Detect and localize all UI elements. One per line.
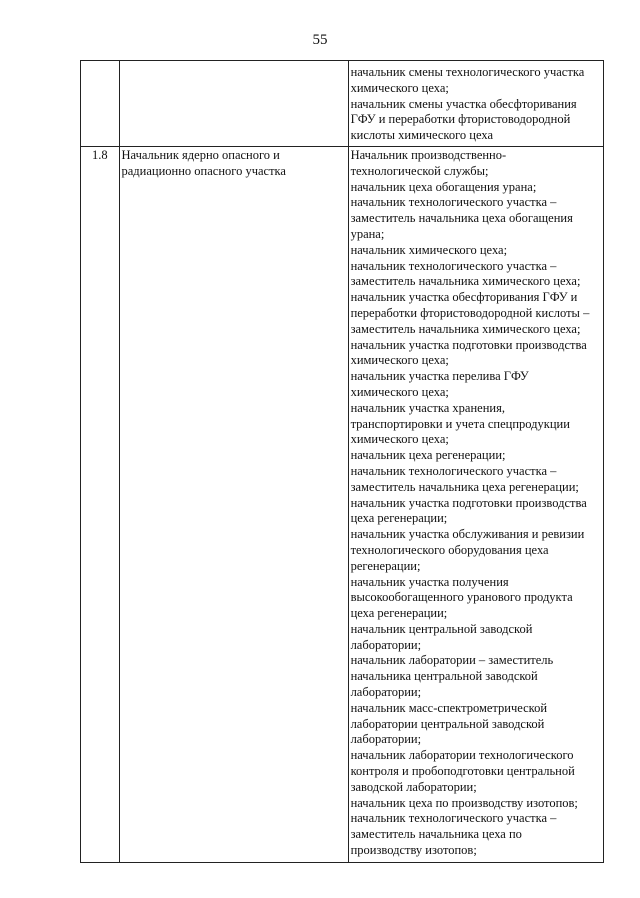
list-line: цеха регенерации; [350, 511, 448, 526]
list-line: заместитель начальника цеха обогащения [350, 211, 573, 226]
list-line: урана; [350, 226, 385, 241]
list-line: лаборатории; [350, 732, 422, 747]
list-line: начальник технологического участка – [350, 811, 557, 826]
list-line: технологического оборудования цеха [350, 542, 549, 557]
position-line: Начальник ядерно опасного и [121, 147, 280, 162]
list-line: технологической службы; [350, 163, 489, 178]
list-line: заместитель начальника цеха регенерации; [350, 479, 579, 494]
list-line: начальник цеха по производству изотопов; [350, 795, 578, 810]
list-line: Начальник производственно- [350, 147, 507, 162]
list-line: переработки фтористоводородной кислоты – [350, 305, 590, 320]
row-number-cell: 1.8 [81, 146, 120, 862]
list-line: начальник лаборатории технологического [350, 748, 574, 763]
list-line: заместитель начальника цеха по [350, 827, 522, 842]
list-line: начальник участка подготовки производства [350, 495, 587, 510]
position-list-cell [348, 61, 603, 147]
row-number-cell [81, 61, 120, 147]
table-row-1-8 [81, 146, 604, 862]
list-line: начальника центральной заводской [350, 669, 538, 684]
positions-table [80, 60, 604, 863]
table-row-continuation [81, 61, 604, 147]
list-line: начальник участка перелива ГФУ [350, 369, 529, 384]
list-line: начальник цеха регенерации; [350, 448, 506, 463]
list-line: лаборатории; [350, 637, 422, 652]
position-cell [119, 146, 348, 862]
list-line: контроля и пробоподготовки центральной [350, 764, 575, 779]
list-line: регенерации; [350, 558, 421, 573]
list-line: начальник технологического участка – [350, 258, 557, 273]
list-line: начальник цеха обогащения урана; [350, 179, 537, 194]
list-line: лаборатории; [350, 685, 422, 700]
list-line: ГФУ и переработки фтористоводородной [350, 112, 571, 127]
list-line: начальник участка хранения, [350, 400, 505, 415]
list-line: начальник центральной заводской [350, 621, 533, 636]
list-line: заводской лаборатории; [350, 779, 477, 794]
list-line: начальник смены участка обесфторивания [350, 96, 577, 111]
page-number: 55 [312, 32, 328, 48]
list-line: начальник технологического участка – [350, 195, 557, 210]
list-line: начальник участка обслуживания и ревизии [350, 527, 585, 542]
list-line: начальник участка подготовки производства [350, 337, 587, 352]
list-line: начальник участка обесфторивания ГФУ и [350, 290, 578, 305]
list-line: заместитель начальника химического цеха; [350, 321, 581, 336]
position-cell [119, 61, 348, 147]
list-line: химического цеха; [350, 384, 449, 399]
list-line: кислоты химического цеха [350, 128, 494, 143]
position-line: радиационно опасного участка [121, 163, 286, 178]
list-line: начальник масс-спектрометрической [350, 700, 548, 715]
list-line: начальник лаборатории – заместитель [350, 653, 554, 668]
list-line: производству изотопов; [350, 843, 477, 858]
list-line: лаборатории центральной заводской [350, 716, 545, 731]
list-line: начальник технологического участка – [350, 463, 557, 478]
list-line: химического цеха; [350, 432, 449, 447]
list-line: начальник химического цеха; [350, 242, 508, 257]
position-list-cell [348, 146, 603, 862]
list-line: транспортировки и учета спецпродукции [350, 416, 570, 431]
list-line: начальник смены технологического участка [350, 65, 585, 79]
list-line: высокообогащенного уранового продукта [350, 590, 573, 605]
list-line: заместитель начальника химического цеха; [350, 274, 581, 289]
list-line: цеха регенерации; [350, 606, 448, 621]
list-line: начальник участка получения [350, 574, 509, 589]
list-line: химического цеха; [350, 80, 449, 95]
list-line: химического цеха; [350, 353, 449, 368]
